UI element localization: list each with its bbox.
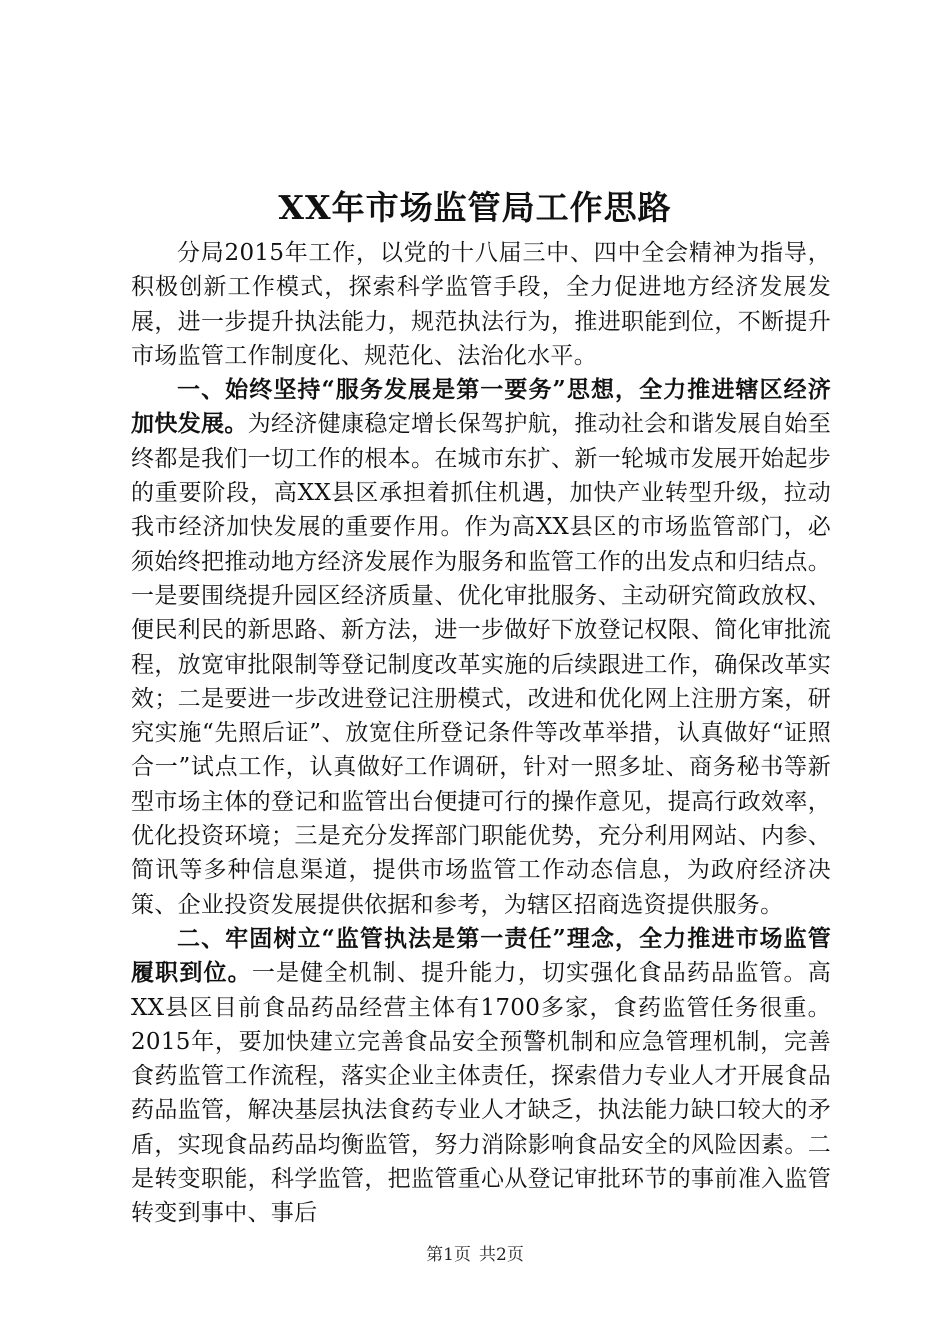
section-paragraph-1	[131, 373, 831, 922]
section-heading-2: 二、牢固树立“监管执法是第一责任”理念，全力推进市场监管履职到位。	[131, 924, 831, 987]
section-heading-1: 一、始终坚持“服务发展是第一要务”思想，全力推进辖区经济加快发展。	[131, 376, 831, 438]
document-body	[131, 236, 831, 1231]
page-total: 共2页	[479, 1245, 524, 1265]
section-text-1: 为经济健康稳定增长保驾护航，推动社会和谐发展自始至终都是我们一切工作的根本。在城市东扩、新一轮城市发展开始起步的重要阶段，高XX县区承担着抓住机遇，加快产业转型升级，拉动我市经济加快发展的重要作用。作为高XX县区的市场监管部门，必须始终把推动地方经济发展作为服务和监管工作的出发点和归结点。一是要围绕提升园区经济质量、优化审批服务、主动研究简政放权、便民利民的新思路、新方法，进一步做好下放登记权限、简化审批流程，放宽审批限制等登记制度改革实施的后续跟进工作，确保改革实效；二是要进一步改进登记注册模式，改进和优化网上注册方案，研究实施“先照后证”、放宽住所登记条件等改革举措，认真做好“证照合一”试点工作，认真做好工作调研，针对一照多址、商务秘书等新型市场主体的登记和监管出台便捷可行的操作意见，提高行政效率，优化投资环境；三是充分发挥部门职能优势，充分利用网站、内参、简讯等多种信息渠道，提供市场监管工作动态信息，为政府经济决策、企业投资发展提供依据和参考，为辖区招商选资提供服务。	[131, 411, 832, 918]
page-number: 第1页	[426, 1245, 471, 1265]
page-footer	[0, 1244, 950, 1266]
section-text-2: 一是健全机制、提升能力，切实强化食品药品监管。高XX县区目前食品药品经营主体有1700多家，食药监管任务很重。2015年，要加快建立完善食品安全预警机制和应急管理机制，完善食药监管工作流程，落实企业主体责任，探索借力专业人才开展食品药品监管，解决基层执法食药专业人才缺乏，执法能力缺口较大的矛盾，实现食品药品均衡监管，努力消除影响食品安全的风险因素。二是转变职能，科学监管，把监管重心从登记审批环节的事前准入监管转变到事中、事后	[131, 960, 832, 1227]
section-paragraph-2	[131, 922, 831, 1231]
intro-paragraph: 分局2015年工作，以党的十八届三中、四中全会精神为指导，积极创新工作模式，探索科学监管手段，全力促进地方经济发展发展，进一步提升执法能力，规范执法行为，推进职能到位，不断提升市场监管工作制度化、规范化、法治化水平。	[131, 240, 831, 369]
document-title: XX年市场监管局工作思路	[278, 188, 672, 227]
